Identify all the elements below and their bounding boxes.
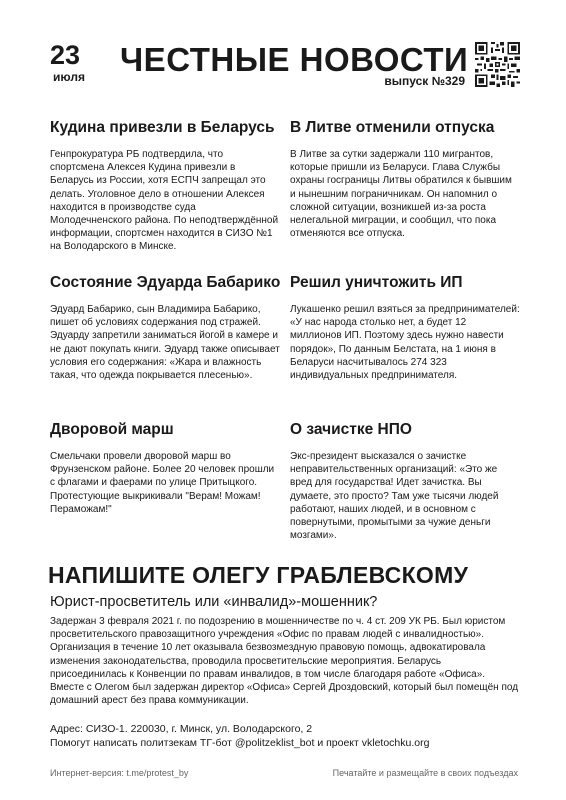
prison-address: Адрес: СИЗО-1. 220030, г. Минск, ул. Володарского, 2 [50, 723, 313, 735]
article-lithuania [290, 118, 520, 240]
article-kudin [50, 118, 280, 254]
feature-text: Задержан 3 февраля 2021 г. по подозрению в мошенничестве по ч. 4 ст. 209 УК РБ. Был юристом просветительского правозащитного учреждения «Офис по правам людей с инвалидностью». Организация в течение 10 лет оказывала безвозмездную правовую помощь, адвокатировала изменения законодательства, проводила просветительские мероприятия. Беларусь присоединилась к Конвенции по правам инвалидов, в том числе благодаря работе «Офиса». Вместе с Олегом был задержан директор «Офиса» Сергей Дроздовский, который был помещён под домашний арест без права коммуникации. [50, 616, 519, 707]
date-day: 23 [50, 40, 81, 70]
article-march [50, 420, 280, 516]
article-title: В Литве отменили отпуска [290, 119, 495, 136]
article-text: Лукашенко решил взяться за предпринимателей: «У нас народа столько нет, а будет 12 миллионов ИП. Поэтому здесь нужно навести порядок», По данным Белстата, на 1 июня в Беларуси насчитывалось 274 323 индивидуальных предпринимателя. [290, 304, 520, 382]
feature-subtitle: Юрист-просветитель или «инвалид»-мошенник? [50, 594, 378, 610]
qr-code-icon [475, 42, 520, 87]
article-title: Дворовой марш [50, 421, 174, 438]
issue-number: выпуск №329 [384, 74, 465, 88]
article-title: Состояние Эдуарда Бабарико [50, 274, 281, 291]
article-title: Решил уничтожить ИП [290, 274, 463, 291]
article-text: Генпрокуратура РБ подтвердила, что спортсмена Алексея Кудина привезли в Беларусь из России, хотя ЕСПЧ запрещал это делать. Уголовное дело в отношении Алексея находится в производстве суда Молодечненского района. По неподтверждённой информации, спортсмен находится в СИЗО №1 на Володарского в Минске. [50, 149, 279, 253]
footer-print-note: Печатайте и размещайте в своих подъездах [332, 768, 518, 778]
article-ngo [290, 420, 520, 542]
feature-title: НАПИШИТЕ ОЛЕГУ ГРАБЛЕВСКОМУ [48, 562, 469, 588]
newspaper-title: ЧЕСТНЫЕ НОВОСТИ [120, 41, 469, 78]
article-text: Экс-президент высказался о зачистке неправительственных организаций: «Это же вред для государства! Идет зачистка. Вы думаете, это просто? Там уже тысячи людей работают, наших людей, и в основном с повернутыми, промытыми за чужие деньги мозгами». [290, 451, 499, 542]
date-month: июля [53, 70, 85, 84]
article-text: Эдуард Бабарико, сын Владимира Бабарико, пишет об условиях содержания под стражей. Эдуарду запретили заниматься йогой в камере и не дают покупать книги. Эдуард также описывает условия его содержания: «Жара и влажность такая, что одежда покрывается плесенью». [50, 304, 280, 382]
article-text: Смельчаки провели дворовой марш во Фрунзенском районе. Более 20 человек прошли с флагами и фаерами по улице Притыцкого. Протестующие выкрикивали "Верам! Можам! Пераможам!" [50, 451, 275, 515]
help-line: Помогут написать политзекам ТГ-бот @politzeklist_bot и проект vkletochku.org [50, 737, 430, 749]
article-ip [290, 273, 520, 382]
article-babariko [50, 273, 280, 382]
masthead-header [50, 40, 520, 96]
article-title: О зачистке НПО [290, 421, 412, 438]
feature-contacts [50, 722, 429, 750]
article-title: Кудина привезли в Беларусь [50, 119, 275, 136]
article-text: В Литве за сутки задержали 110 мигрантов, которые пришли из Беларуси. Глава Службы охраны госграницы Литвы обратился к бывшим и нынешним пограничникам. Он напомнил о сложной ситуации, возникшей из-за роста нелегальной миграции, и сообщил, что пока отменяются все отпуска. [290, 149, 512, 240]
footer-web-link: Интернет-версия: t.me/protest_by [50, 768, 189, 778]
